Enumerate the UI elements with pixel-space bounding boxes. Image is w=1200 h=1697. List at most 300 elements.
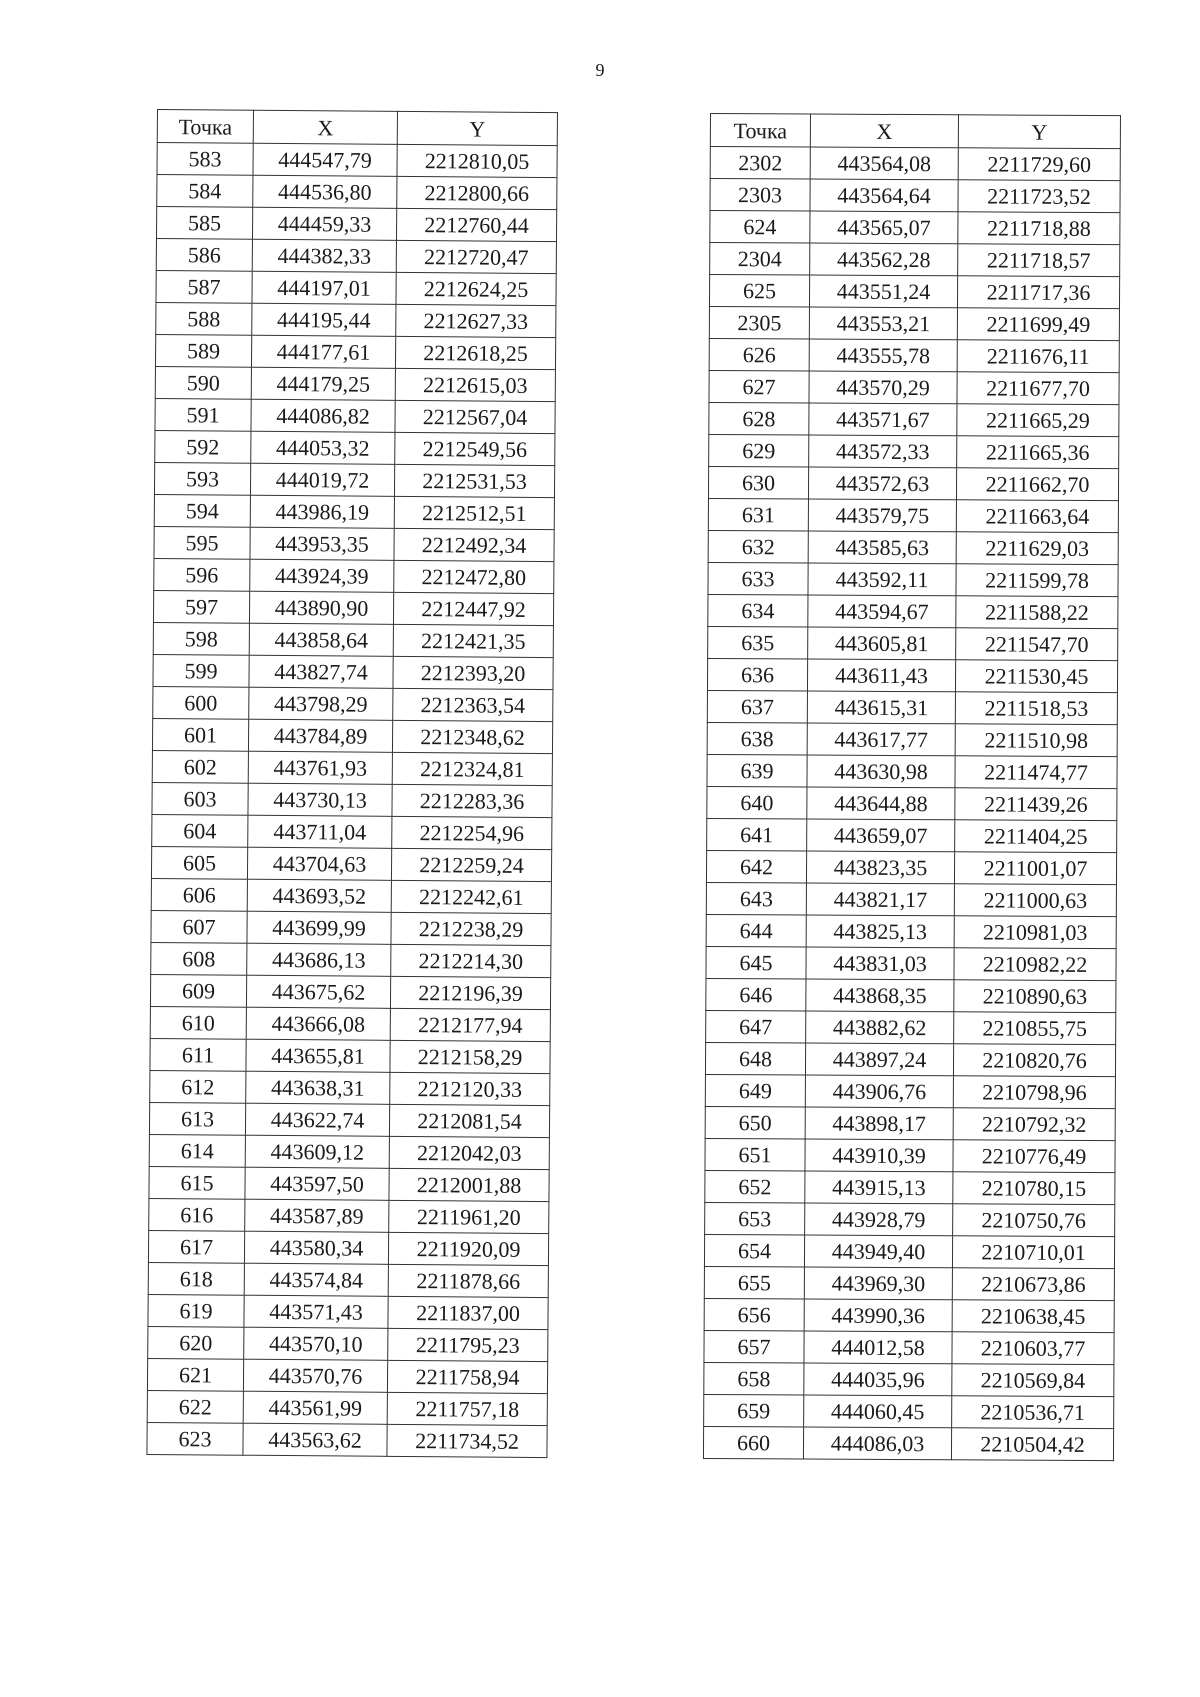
point-cell: 640: [707, 786, 807, 819]
x-cell: 443858,64: [249, 623, 393, 656]
y-cell: 2212324,81: [392, 752, 552, 785]
y-cell: 2212259,24: [391, 848, 551, 881]
y-cell: 2212800,66: [397, 176, 557, 209]
x-cell: 443831,03: [806, 947, 954, 980]
y-cell: 2210855,75: [954, 1012, 1116, 1045]
table-row: [710, 147, 1120, 181]
point-cell: 597: [153, 590, 249, 623]
x-cell: 443551,24: [809, 275, 957, 308]
x-cell: 444086,03: [803, 1427, 951, 1460]
y-cell: 2212238,29: [391, 912, 551, 945]
table-row: [152, 814, 552, 849]
point-cell: 642: [706, 850, 806, 883]
x-cell: 443571,43: [244, 1295, 388, 1328]
x-cell: 444060,45: [804, 1395, 952, 1428]
y-cell: 2212254,96: [392, 816, 552, 849]
point-cell: 600: [153, 686, 249, 719]
header-x: X: [253, 110, 397, 144]
point-cell: 659: [704, 1394, 804, 1427]
header-y: Y: [958, 115, 1120, 149]
y-cell: 2210569,84: [952, 1364, 1114, 1397]
x-cell: 443570,10: [244, 1327, 388, 1360]
table-row: [706, 946, 1116, 980]
table-row: [153, 590, 553, 625]
point-cell: 593: [154, 462, 250, 495]
table-row: [708, 466, 1118, 500]
x-cell: 443587,89: [245, 1199, 389, 1232]
page-number: 9: [595, 60, 605, 80]
point-cell: 660: [703, 1426, 803, 1459]
x-cell: 443644,88: [807, 787, 955, 820]
point-cell: 603: [152, 782, 248, 815]
x-cell: 443699,99: [247, 911, 391, 944]
table-row: [704, 1234, 1114, 1268]
table-row: [705, 1106, 1115, 1140]
table-row: [157, 175, 557, 210]
y-cell: 2210710,01: [952, 1236, 1114, 1269]
point-cell: 2305: [709, 306, 809, 339]
table-row: [706, 850, 1116, 884]
table-row: [149, 1166, 549, 1201]
y-cell: 2211629,03: [956, 532, 1118, 565]
y-cell: 2211677,70: [957, 372, 1119, 405]
point-cell: 629: [709, 434, 809, 467]
table-row: [708, 594, 1118, 628]
x-cell: 443868,35: [806, 979, 954, 1012]
table-row: [151, 878, 551, 913]
y-cell: 2212393,20: [393, 656, 553, 689]
y-cell: 2210890,63: [954, 980, 1116, 1013]
x-cell: 443890,90: [249, 591, 393, 624]
table-row: [707, 818, 1117, 852]
header-x: X: [810, 114, 958, 148]
x-cell: 443572,33: [809, 435, 957, 468]
x-cell: 443915,13: [805, 1171, 953, 1204]
y-cell: 2210780,15: [953, 1172, 1115, 1205]
table-row: [706, 882, 1116, 916]
point-cell: 592: [155, 430, 251, 463]
table-row: [154, 462, 554, 497]
x-cell: 443617,77: [807, 723, 955, 756]
point-cell: 627: [709, 370, 809, 403]
point-cell: 657: [704, 1330, 804, 1363]
y-cell: 2211718,57: [958, 244, 1120, 277]
y-cell: 2211758,94: [387, 1360, 547, 1393]
point-cell: 601: [152, 718, 248, 751]
table-row: [710, 211, 1120, 245]
x-cell: 443574,84: [244, 1263, 388, 1296]
point-cell: 614: [149, 1134, 245, 1167]
table-row: [151, 942, 551, 977]
y-cell: 2211920,09: [388, 1232, 548, 1265]
x-cell: 444053,32: [251, 431, 395, 464]
y-cell: 2211510,98: [955, 724, 1117, 757]
point-cell: 589: [155, 334, 251, 367]
table-row: [708, 530, 1118, 564]
point-cell: 643: [706, 882, 806, 915]
table-row: [148, 1230, 548, 1265]
point-cell: 622: [147, 1390, 243, 1423]
table-row: [707, 690, 1117, 724]
x-cell: 443784,89: [248, 719, 392, 752]
table-row: [148, 1262, 548, 1297]
y-cell: 2211588,22: [956, 596, 1118, 629]
x-cell: 443585,63: [808, 531, 956, 564]
x-cell: 443615,31: [807, 691, 955, 724]
x-cell: 443906,76: [805, 1075, 953, 1108]
x-cell: 443827,74: [249, 655, 393, 688]
table-row: [153, 686, 553, 721]
table-body-right: [703, 147, 1120, 1461]
x-cell: 443949,40: [804, 1235, 952, 1268]
point-cell: 626: [709, 338, 809, 371]
point-cell: 587: [156, 270, 252, 303]
table-row: [147, 1390, 547, 1425]
x-cell: 443821,17: [806, 883, 954, 916]
point-cell: 646: [706, 978, 806, 1011]
table-row: [709, 275, 1119, 309]
point-cell: 620: [148, 1326, 244, 1359]
point-cell: 653: [705, 1202, 805, 1235]
point-cell: 610: [150, 1006, 246, 1039]
point-cell: 584: [157, 175, 253, 208]
x-cell: 443609,12: [245, 1135, 389, 1168]
y-cell: 2211676,11: [957, 340, 1119, 373]
y-cell: 2211439,26: [955, 788, 1117, 821]
header-point: Точка: [157, 110, 253, 144]
x-cell: 443928,79: [805, 1203, 953, 1236]
y-cell: 2210504,42: [951, 1428, 1113, 1461]
table-row: [704, 1266, 1114, 1300]
y-cell: 2212421,35: [393, 624, 553, 657]
x-cell: 444197,01: [252, 271, 396, 304]
y-cell: 2212549,56: [395, 432, 555, 465]
point-cell: 633: [708, 562, 808, 595]
point-cell: 586: [156, 238, 252, 271]
x-cell: 443563,62: [243, 1423, 387, 1456]
y-cell: 2211001,07: [954, 852, 1116, 885]
table-header-row: [157, 110, 557, 146]
y-cell: 2210638,45: [952, 1300, 1114, 1333]
y-cell: 2212624,25: [396, 272, 556, 305]
y-cell: 2212472,80: [394, 560, 554, 593]
table-row: [153, 622, 553, 657]
table-row: [154, 494, 554, 529]
x-cell: 444459,33: [252, 207, 396, 240]
x-cell: 443553,21: [809, 307, 957, 340]
table-row: [704, 1394, 1114, 1428]
x-cell: 443580,34: [244, 1231, 388, 1264]
x-cell: 443655,81: [246, 1039, 390, 1072]
x-cell: 443555,78: [809, 339, 957, 372]
table-row: [149, 1198, 549, 1233]
table-row: [147, 1358, 547, 1393]
point-cell: 654: [704, 1234, 804, 1267]
table-row: [710, 179, 1120, 213]
table-row: [155, 430, 555, 465]
x-cell: 443990,36: [804, 1299, 952, 1332]
table-row: [152, 782, 552, 817]
header-y: Y: [397, 111, 557, 145]
point-cell: 641: [707, 818, 807, 851]
x-cell: 443571,67: [809, 403, 957, 436]
point-cell: 656: [704, 1298, 804, 1331]
x-cell: 443592,11: [808, 563, 956, 596]
table-row: [706, 914, 1116, 948]
x-cell: 443570,76: [243, 1359, 387, 1392]
point-cell: 615: [149, 1166, 245, 1199]
table-row: [150, 1070, 550, 1105]
y-cell: 2212001,88: [389, 1168, 549, 1201]
x-cell: 443761,93: [248, 751, 392, 784]
point-cell: 583: [157, 143, 253, 176]
table-row: [705, 1042, 1115, 1076]
y-cell: 2212760,44: [396, 208, 556, 241]
point-cell: 588: [156, 302, 252, 335]
x-cell: 443825,13: [806, 915, 954, 948]
x-cell: 443638,31: [246, 1071, 390, 1104]
table-row: [154, 526, 554, 561]
point-cell: 2302: [710, 147, 810, 180]
point-cell: 634: [708, 594, 808, 627]
y-cell: 2212348,62: [392, 720, 552, 753]
point-cell: 648: [705, 1042, 805, 1075]
point-cell: 2303: [710, 179, 810, 212]
table-row: [152, 750, 552, 785]
point-cell: 649: [705, 1074, 805, 1107]
x-cell: 443898,17: [805, 1107, 953, 1140]
table-row: [710, 243, 1120, 277]
point-cell: 630: [708, 466, 808, 499]
x-cell: 444547,79: [253, 143, 397, 176]
x-cell: 444179,25: [251, 367, 395, 400]
y-cell: 2211699,49: [957, 308, 1119, 341]
point-cell: 2304: [710, 243, 810, 276]
y-cell: 2212158,29: [390, 1040, 550, 1073]
point-cell: 638: [707, 722, 807, 755]
point-cell: 591: [155, 398, 251, 431]
y-cell: 2212242,61: [391, 880, 551, 913]
y-cell: 2212720,47: [396, 240, 556, 273]
table-row: [705, 1170, 1115, 1204]
x-cell: 443704,63: [247, 847, 391, 880]
x-cell: 443686,13: [247, 943, 391, 976]
x-cell: 444035,96: [804, 1363, 952, 1396]
table-row: [150, 1006, 550, 1041]
table-row: [709, 434, 1119, 468]
y-cell: 2210820,76: [953, 1044, 1115, 1077]
point-cell: 599: [153, 654, 249, 687]
table-row: [149, 1102, 549, 1137]
point-cell: 625: [709, 275, 809, 308]
y-cell: 2212283,36: [392, 784, 552, 817]
y-cell: 2211757,18: [387, 1392, 547, 1425]
point-cell: 655: [704, 1266, 804, 1299]
table-row: [157, 143, 557, 178]
y-cell: 2210673,86: [952, 1268, 1114, 1301]
x-cell: 443666,08: [246, 1007, 390, 1040]
table-row: [155, 334, 555, 369]
point-cell: 612: [150, 1070, 246, 1103]
table-row: [707, 754, 1117, 788]
y-cell: 2212512,51: [394, 496, 554, 529]
table-row: [709, 306, 1119, 340]
point-cell: 631: [708, 498, 808, 531]
point-cell: 609: [150, 974, 246, 1007]
point-cell: 635: [708, 626, 808, 659]
table-row: [708, 562, 1118, 596]
point-cell: 632: [708, 530, 808, 563]
x-cell: 443561,99: [243, 1391, 387, 1424]
y-cell: 2210798,96: [953, 1076, 1115, 1109]
table-row: [156, 207, 556, 242]
y-cell: 2211878,66: [388, 1264, 548, 1297]
x-cell: 443630,98: [807, 755, 955, 788]
y-cell: 2211000,63: [954, 884, 1116, 917]
table-row: [155, 366, 555, 401]
point-cell: 605: [151, 846, 247, 879]
y-cell: 2211837,00: [388, 1296, 548, 1329]
table-row: [707, 722, 1117, 756]
table-row: [706, 978, 1116, 1012]
point-cell: 624: [710, 211, 810, 244]
point-cell: 606: [151, 878, 247, 911]
y-cell: 2211717,36: [957, 276, 1119, 309]
y-cell: 2210981,03: [954, 916, 1116, 949]
y-cell: 2211404,25: [955, 820, 1117, 853]
table-row: [150, 974, 550, 1009]
y-cell: 2211547,70: [956, 628, 1118, 661]
x-cell: 444382,33: [252, 239, 396, 272]
point-cell: 628: [709, 402, 809, 435]
y-cell: 2212531,53: [394, 464, 554, 497]
y-cell: 2211518,53: [955, 692, 1117, 725]
y-cell: 2211734,52: [387, 1424, 547, 1457]
point-cell: 658: [704, 1362, 804, 1395]
point-cell: 613: [149, 1102, 245, 1135]
x-cell: 443798,29: [249, 687, 393, 720]
y-cell: 2210792,32: [953, 1108, 1115, 1141]
table-row: [708, 626, 1118, 660]
point-cell: 652: [705, 1170, 805, 1203]
point-cell: 607: [151, 910, 247, 943]
point-cell: 617: [148, 1230, 244, 1263]
point-cell: 645: [706, 946, 806, 979]
y-cell: 2211474,77: [955, 756, 1117, 789]
x-cell: 443910,39: [805, 1139, 953, 1172]
x-cell: 444536,80: [253, 175, 397, 208]
table-row: [152, 718, 552, 753]
x-cell: 443564,08: [810, 147, 958, 180]
x-cell: 443730,13: [248, 783, 392, 816]
point-cell: 602: [152, 750, 248, 783]
x-cell: 443823,35: [806, 851, 954, 884]
y-cell: 2212042,03: [389, 1136, 549, 1169]
x-cell: 443579,75: [808, 499, 956, 532]
coordinates-table-right: [703, 113, 1121, 1461]
table-row: [156, 270, 556, 305]
table-row: [705, 1074, 1115, 1108]
point-cell: 590: [155, 366, 251, 399]
point-cell: 619: [148, 1294, 244, 1327]
x-cell: 444012,58: [804, 1331, 952, 1364]
x-cell: 443897,24: [805, 1043, 953, 1076]
y-cell: 2212567,04: [395, 400, 555, 433]
y-cell: 2210536,71: [952, 1396, 1114, 1429]
y-cell: 2211663,64: [956, 500, 1118, 533]
table-row: [709, 370, 1119, 404]
x-cell: 444019,72: [250, 463, 394, 496]
y-cell: 2211729,60: [958, 148, 1120, 181]
x-cell: 443605,81: [808, 627, 956, 660]
table-row: [709, 402, 1119, 436]
x-cell: 443570,29: [809, 371, 957, 404]
header-point: Точка: [710, 114, 810, 148]
x-cell: 443882,62: [806, 1011, 954, 1044]
y-cell: 2211665,36: [957, 436, 1119, 469]
table-header-row: [710, 114, 1120, 149]
point-cell: 651: [705, 1138, 805, 1171]
table-row: [148, 1294, 548, 1329]
y-cell: 2212081,54: [389, 1104, 549, 1137]
table-row: [147, 1422, 547, 1457]
point-cell: 618: [148, 1262, 244, 1295]
y-cell: 2211599,78: [956, 564, 1118, 597]
point-cell: 623: [147, 1422, 243, 1455]
point-cell: 595: [154, 526, 250, 559]
x-cell: 443693,52: [247, 879, 391, 912]
x-cell: 443622,74: [245, 1103, 389, 1136]
x-cell: 443611,43: [807, 659, 955, 692]
x-cell: 443564,64: [810, 179, 958, 212]
y-cell: 2212615,03: [395, 368, 555, 401]
table-row: [150, 1038, 550, 1073]
y-cell: 2211723,52: [958, 180, 1120, 213]
x-cell: 443562,28: [810, 243, 958, 276]
x-cell: 443924,39: [250, 559, 394, 592]
y-cell: 2212618,25: [395, 336, 555, 369]
point-cell: 621: [147, 1358, 243, 1391]
table-row: [151, 846, 551, 881]
table-row: [151, 910, 551, 945]
y-cell: 2210603,77: [952, 1332, 1114, 1365]
table-row: [703, 1426, 1113, 1460]
y-cell: 2212196,39: [390, 976, 550, 1009]
table-row: [156, 302, 556, 337]
x-cell: 443711,04: [248, 815, 392, 848]
point-cell: 650: [705, 1106, 805, 1139]
x-cell: 443986,19: [250, 495, 394, 528]
y-cell: 2211662,70: [956, 468, 1118, 501]
y-cell: 2211961,20: [389, 1200, 549, 1233]
table-row: [148, 1326, 548, 1361]
x-cell: 444195,44: [252, 303, 396, 336]
y-cell: 2212120,33: [390, 1072, 550, 1105]
y-cell: 2211665,29: [957, 404, 1119, 437]
table-row: [705, 1138, 1115, 1172]
y-cell: 2211718,88: [958, 212, 1120, 245]
y-cell: 2210982,22: [954, 948, 1116, 981]
coordinates-table-left: [146, 109, 558, 1458]
point-cell: 608: [151, 942, 247, 975]
x-cell: 444086,82: [251, 399, 395, 432]
x-cell: 443594,67: [808, 595, 956, 628]
point-cell: 639: [707, 754, 807, 787]
y-cell: 2210776,49: [953, 1140, 1115, 1173]
point-cell: 636: [707, 658, 807, 691]
y-cell: 2211795,23: [388, 1328, 548, 1361]
x-cell: 444177,61: [251, 335, 395, 368]
